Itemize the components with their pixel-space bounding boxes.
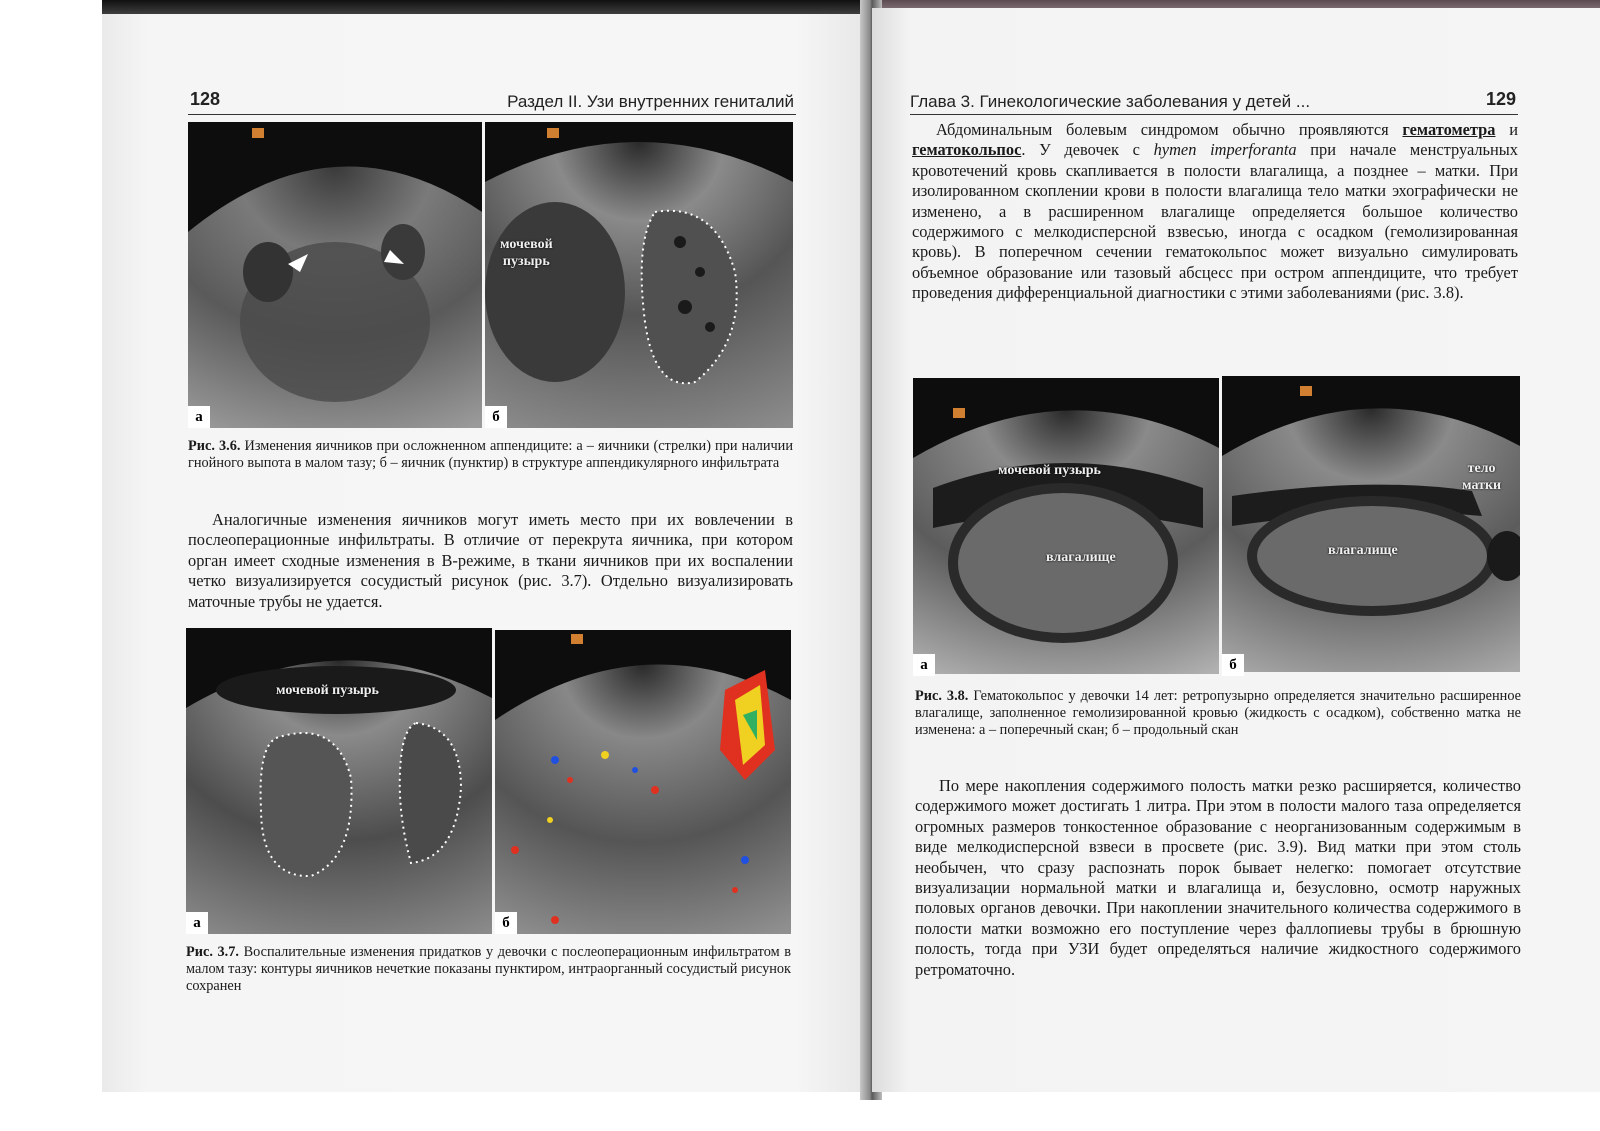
term-hematometra: гематометра — [1402, 120, 1496, 139]
panel-label-3-8-b: б — [1222, 654, 1244, 676]
caption-label-3-6: Рис. 3.6. — [188, 438, 241, 454]
figure-3-6-a-ultrasound — [188, 122, 482, 428]
overlay-bladder-3-6-b — [500, 236, 553, 270]
para1-text-4: при начале менструальных кровотечений кровь скапливается в полости влагалища, а позднее – матки. При изолированном скоплении крови в полости влагалища тело матки эхографически не изменено, а в расширенном влагалище определяется большое количество содержимого с мелкодисперсной взвесью, иногда с осадком (гемолизированная кровь). В поперечном сечении гематокольпос может визуально симулировать объемное образование или тазовый абсцесс при остром аппендиците, что требует проведения дифференциальной диагностики с этими заболеваниями (рис. 3.8). — [912, 140, 1518, 303]
caption-3-7 — [186, 944, 791, 995]
overlay-bladder-3-7-a: мочевой пузырь — [276, 683, 379, 698]
para1-text-2: и — [1495, 120, 1518, 139]
figure-3-8-a-ultrasound — [913, 378, 1219, 674]
panel-label-3-7-a: а — [186, 912, 208, 934]
header-rule-right — [910, 114, 1518, 115]
running-head-right: Глава 3. Гинекологические заболевания у детей ... — [910, 92, 1311, 111]
caption-label-3-8: Рис. 3.8. — [915, 688, 969, 704]
overlay-line-2: пузырь — [502, 254, 550, 269]
panel-label-3-7-b: б — [495, 912, 517, 934]
caption-label-3-7: Рис. 3.7. — [186, 944, 239, 960]
term-hematocolpos: гематокольпос — [912, 140, 1022, 160]
panel-label-3-6-b: б — [485, 406, 507, 428]
caption-3-8 — [915, 688, 1521, 739]
para1-text-3: . У девочек с — [1021, 140, 1154, 160]
right-paragraph-1 — [912, 120, 1518, 304]
panel-label-3-8-a: а — [913, 654, 935, 676]
caption-3-6 — [188, 438, 793, 472]
header-rule-left — [188, 114, 796, 115]
para1-text-1: Абдоминальным болевым синдромом обычно проявляются — [936, 120, 1403, 139]
caption-text-3-6: Изменения яичников при осложненном аппендиците: а – яичники (стрелки) при наличии гнойного выпота в малом тазу; б – яичник (пунктир) в структуре аппендикулярного инфильтрата — [188, 438, 793, 471]
running-head-left: Раздел II. Узи внутренних гениталий — [507, 92, 794, 111]
overlay-line-1: мочевой — [500, 237, 553, 252]
panel-label-3-6-a: а — [188, 406, 210, 428]
overlay-vagina-3-8-a: влагалище — [1046, 550, 1116, 565]
term-hymen: hymen imperforanta — [1153, 140, 1297, 160]
figure-3-7-b-doppler — [495, 630, 791, 934]
caption-text-3-7: Воспалительные изменения придатков у девочки с послеоперационным инфильтратом в малом тазу: контуры яичников нечеткие показаны пунктиром, интраорганный сосудистый рисунок сохранен — [186, 944, 791, 994]
page-number-right: 129 — [1486, 89, 1517, 109]
page-number-left: 128 — [190, 89, 221, 109]
overlay-uterus-line-1: тело — [1467, 461, 1496, 476]
figure-3-7-a-ultrasound — [186, 628, 492, 934]
overlay-bladder-3-8-a: мочевой пузырь — [998, 463, 1101, 478]
caption-text-3-8: Гематокольпос у девочки 14 лет: ретропузырно определяется значительно расширенное влагалище, заполненное гемолизированной кровью (жидкость с осадком), собственно матка не изменена: а – поперечный скан; б – продольный скан — [915, 688, 1521, 738]
right-paragraph-2: По мере накопления содержимого полость матки резко расширяется, количество содержимого может достигать 1 литра. При этом в полости малого таза определяется огромных размеров тонкостенное образование с неорганизованным содержимым в виде мелкодисперсной взвеси в просвете (рис. 3.9). Вид матки при этом столь необычен, что сразу распознать порок бывает нелегко: помогает отсутствие визуализации нормальной матки и влагалища и, безусловно, осмотр наружных половых органов девочки. При накоплении значительного количества содержимого в полости матки возможно его поступление через фаллопиевы трубы в брюшную полость, тогда при УЗИ будет определяться наличие жидкостного содержимого ретроматочно. — [915, 776, 1521, 979]
overlay-uterus-line-2: матки — [1462, 478, 1502, 493]
overlay-uterus-3-8-b — [1462, 460, 1501, 494]
overlay-vagina-3-8-b: влагалище — [1328, 543, 1398, 558]
left-paragraph-1: Аналогичные изменения яичников могут иметь место при их вовлечении в послеоперационные инфильтраты. В отличие от перекрута яичника, при котором орган имеет сходные изменения в В-режиме, в ткани яичников при их воспалении четко визуализируется сосудистый рисунок (рис. 3.7). Отдельно визуализировать маточные трубы не удается. — [188, 510, 793, 611]
figure-3-8-b-ultrasound — [1222, 376, 1520, 672]
figure-3-6-b-ultrasound — [485, 122, 793, 428]
